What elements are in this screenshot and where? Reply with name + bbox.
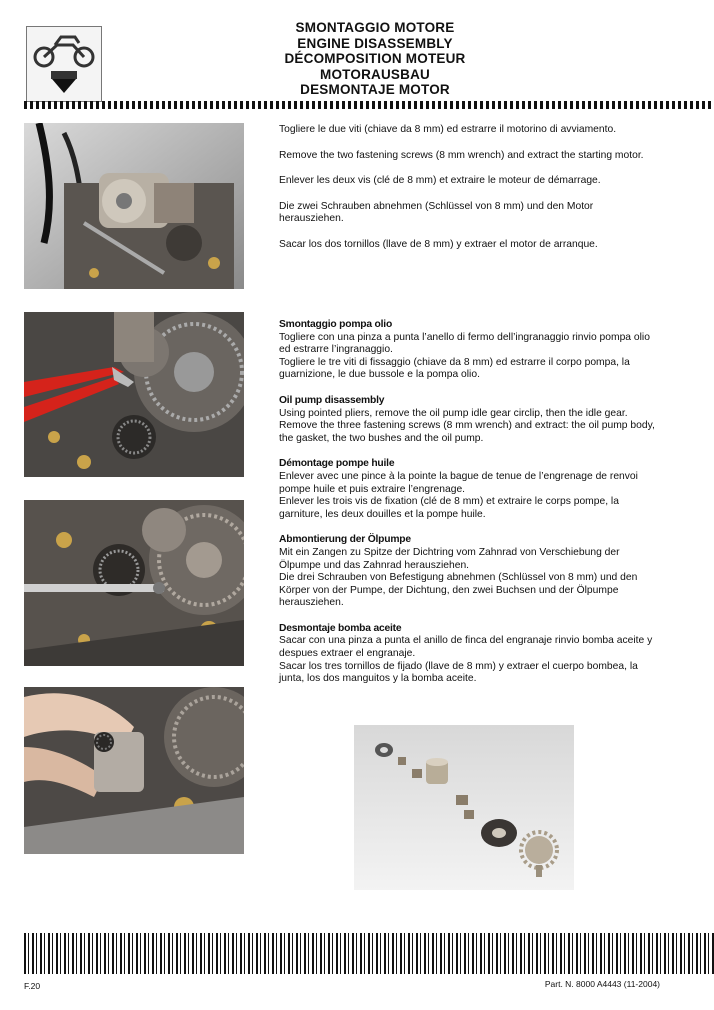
photo-screw-removal <box>24 500 244 666</box>
title-french: DÉCOMPOSITION MOTEUR <box>284 51 466 67</box>
section-line: Die drei Schrauben von Befestigung abnehmen (Schlüssel von 8 mm) und den Körper von der Pumpe, der Dichtung, den zwei Buchsen und der Ölpumpe herausziehen. <box>279 572 638 609</box>
section-german <box>279 534 659 610</box>
section-line: Togliere con una pinza a punta l’anello di fermo dell’ingranaggio rinvio pompa olio ed estrarre l’ingranaggio. <box>279 331 650 356</box>
paragraph-english: Remove the two fastening screws (8 mm wrench) and extract the starting motor. <box>279 149 644 161</box>
section-title: Smontaggio pompa olio <box>279 319 393 330</box>
title-spanish: DESMONTAJE MOTOR <box>300 82 450 98</box>
starter-motor-instructions <box>279 124 659 265</box>
section-title: Abmontierung der Ölpumpe <box>279 534 411 546</box>
title-italian: SMONTAGGIO MOTORE <box>295 20 455 35</box>
paragraph-italian: Togliere le due viti (chiave da 8 mm) ed estrarre il motorino di avviamento. <box>279 124 617 135</box>
header-divider <box>24 101 714 109</box>
paragraph-french: Enlever les deux vis (clé de 8 mm) et extraire le moteur de démarrage. <box>279 175 601 187</box>
paragraph-spanish: Sacar los dos tornillos (llave de 8 mm) y extraer el motor de arranque. <box>279 238 598 250</box>
oil-pump-instructions <box>279 319 659 699</box>
footer-barcode-rule <box>24 933 714 974</box>
section-line: Enlever les trois vis de fixation (clé de 8 mm) et extraire le corps pompe, la garniture, les deux douilles et la pompe huile. <box>279 496 619 520</box>
section-line: Sacar los tres tornillos de fijado (llave de 8 mm) y extraer el cuerpo bombea, la junta, los dos manguitos y la bomba aceite. <box>279 660 638 685</box>
section-line: Enlever avec une pince à la pointe la bague de tenue de l’engrenage de renvoi pompe huile et puis extraire l’engrenage. <box>279 470 638 495</box>
page-number: F.20 <box>24 981 41 991</box>
section-line: Mit ein Zangen zu Spitze der Dichtring vom Zahnrad von Verschiebung der Ölpumpe und das Zahnrad herausziehen. <box>279 546 620 571</box>
section-english <box>279 395 659 445</box>
section-line: Remove the three fastening screws (8 mm wrench) and extract: the oil pump body, the gasket, the two bushes and the oil pump. <box>279 420 655 444</box>
title-german: MOTORAUSBAU <box>320 66 430 82</box>
section-italian <box>279 319 659 382</box>
motorcycle-disassembly-icon <box>27 27 101 101</box>
section-spanish <box>279 623 659 686</box>
photo-circlip-removal <box>24 312 244 477</box>
photo-oil-pump-parts <box>354 725 574 890</box>
part-number: Part. N. 8000 A4443 (11-2004) <box>544 979 660 989</box>
title-english: ENGINE DISASSEMBLY <box>297 35 453 51</box>
section-french <box>279 458 659 521</box>
section-title: Desmontaje bomba aceite <box>279 622 402 634</box>
photo-pump-extraction <box>24 687 244 854</box>
section-title: Oil pump disassembly <box>279 394 385 406</box>
paragraph-german: Die zwei Schrauben abnehmen (Schlüssel von 8 mm) und den Motor herausziehen. <box>279 200 594 225</box>
section-line: Using pointed pliers, remove the oil pump idle gear circlip, then the idle gear. <box>279 407 628 419</box>
section-line: Sacar con una pinza a punta el anillo de finca del engranaje rinvio bomba aceite y despues extraer el engranaje. <box>279 635 653 660</box>
section-logo <box>26 26 102 102</box>
section-title: Démontage pompe huile <box>279 458 395 470</box>
page-titles <box>210 20 540 98</box>
photo-starter-motor <box>24 123 244 289</box>
section-line: Togliere le tre viti di fissaggio (chiave da 8 mm) ed estrarre il corpo pompa, la guarnizione, le due bussole e la pompa olio. <box>279 356 630 381</box>
